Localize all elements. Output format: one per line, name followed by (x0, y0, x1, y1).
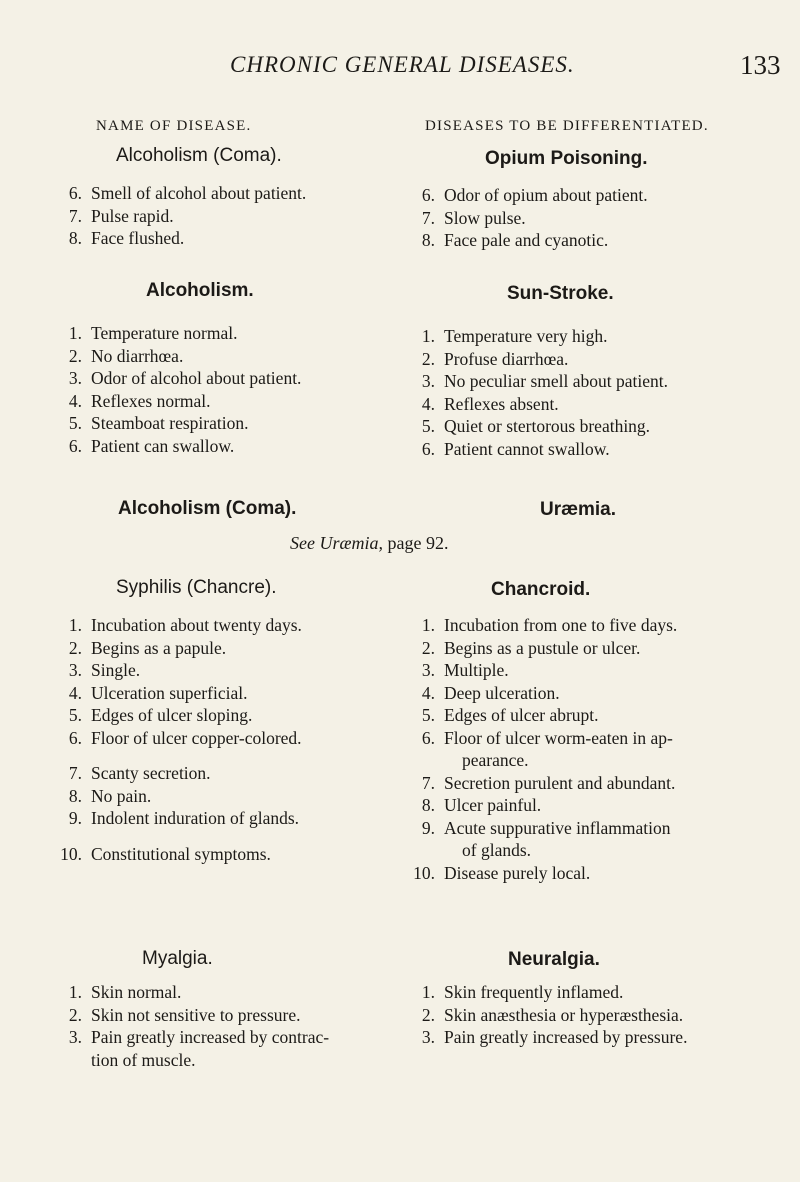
list-item: 5. Edges of ulcer sloping. (68, 705, 253, 725)
list-syphilis (60, 614, 400, 865)
note-see: See (290, 533, 315, 553)
section-title: Chancroid. (491, 579, 591, 600)
list-item: 5. Steamboat respiration. (68, 413, 249, 433)
list-item: 7. Slow pulse. (421, 207, 526, 228)
section-neuralgia (508, 947, 600, 973)
section-title: Neuralgia. (508, 949, 600, 970)
list-item: 3. Pain greatly increased by contrac- (68, 1027, 330, 1047)
page-number: 133 (740, 50, 781, 80)
section-myalgia (142, 946, 213, 972)
note-reference: Uræmia, (319, 533, 383, 553)
list-item: 4. Deep ulceration. (421, 682, 560, 703)
column-heading-right: DISEASES TO BE DIFFERENTIATED. (425, 118, 709, 134)
section-title: Syphilis (Chancre). (116, 577, 277, 598)
section-sun-stroke (507, 281, 614, 307)
list-item: 4. Reflexes absent. (421, 393, 559, 414)
list-item: 3. Multiple. (421, 660, 509, 680)
list-item: 9. Indolent induration of glands. (68, 808, 300, 828)
list-item: 1. Skin frequently inflamed. (421, 982, 624, 1002)
list-item: 4. Ulceration superficial. (68, 682, 248, 703)
list-item: 1. Incubation about twenty days. (68, 615, 302, 635)
list-item: 3. Single. (68, 660, 141, 680)
list-item: 7. Secretion purulent and abundant. (421, 772, 676, 793)
list-item: 6. Smell of alcohol about patient. (68, 183, 307, 203)
list-item: 3. No peculiar smell about patient. (421, 371, 669, 391)
section-alcoholism (146, 278, 254, 304)
section-syphilis (116, 575, 277, 601)
list-item: 4. Reflexes normal. (68, 390, 211, 411)
list-item: 8. Ulcer painful. (421, 795, 542, 815)
list-item: 6. Odor of opium about patient. (421, 185, 648, 205)
list-item: 8. No pain. (68, 785, 152, 806)
list-chancroid (413, 614, 788, 884)
list-item: 1. Temperature normal. (68, 323, 238, 343)
list-item: 2. Begins as a pustule or ulcer. (421, 637, 641, 658)
section-title: Opium Poisoning. (485, 148, 648, 169)
list-item: 1. Temperature very high. (421, 326, 608, 346)
list-item: 2. No diarrhœa. (68, 345, 184, 366)
section-opium-poisoning (485, 146, 648, 172)
section-title: Myalgia. (142, 948, 213, 969)
section-alcoholism-coma-2 (118, 496, 296, 522)
section-alcoholism-coma (116, 143, 282, 169)
list-item: 6. Floor of ulcer copper-colored. (68, 727, 302, 748)
list-item: 8. Face flushed. (68, 228, 185, 248)
list-item: 1. Incubation from one to five days. (421, 615, 678, 635)
section-title: Uræmia. (540, 499, 617, 520)
list-item: 2. Skin not sensitive to pressure. (68, 1004, 301, 1025)
section-uraemia (540, 497, 616, 523)
list-item: 6. Patient cannot swallow. (421, 438, 610, 459)
list-item: 3. Odor of alcohol about patient. (68, 368, 302, 388)
list-item: 10. Disease purely local. (413, 862, 591, 883)
list-item: 1. Skin normal. (68, 982, 182, 1002)
list-opium-poisoning (413, 184, 783, 252)
list-item: 8. Face pale and cyanotic. (421, 230, 609, 250)
list-sun-stroke (413, 325, 788, 460)
section-title: Alcoholism. (146, 280, 254, 301)
list-item: 7. Pulse rapid. (68, 205, 174, 226)
list-alcoholism (60, 322, 390, 457)
list-item: 10. Constitutional symptoms. (60, 843, 271, 864)
list-myalgia (60, 981, 405, 1071)
column-heading-left: NAME OF DISEASE. (96, 118, 252, 134)
list-item: 6. Floor of ulcer worm-eaten in ap- (421, 727, 673, 748)
section-title: Alcoholism (Coma). (118, 498, 297, 519)
list-item: 5. Quiet or stertorous breathing. (421, 416, 651, 436)
list-item: 9. Acute suppurative inflammation (421, 817, 671, 838)
list-item: 2. Profuse diarrhœa. (421, 348, 569, 369)
cross-reference-note (290, 533, 448, 554)
section-title: Alcoholism (Coma). (116, 145, 282, 166)
list-alcoholism-coma (60, 182, 390, 250)
note-page: page 92. (387, 533, 449, 553)
list-item: 6. Patient can swallow. (68, 435, 235, 456)
list-item: 5. Edges of ulcer abrupt. (421, 705, 599, 725)
list-item-continuation: pearance. (462, 750, 529, 770)
running-title: CHRONIC GENERAL DISEASES. (230, 52, 575, 77)
list-item: 2. Skin anæsthesia or hyperæsthesia. (421, 1004, 684, 1025)
list-item: 2. Begins as a papule. (68, 637, 227, 658)
list-neuralgia (413, 981, 793, 1049)
list-item: 7. Scanty secretion. (68, 763, 211, 783)
list-item: 3. Pain greatly increased by pressure. (421, 1027, 688, 1047)
list-item-continuation: tion of muscle. (91, 1049, 196, 1070)
section-title: Sun-Stroke. (507, 283, 614, 304)
list-item-continuation: of glands. (462, 840, 532, 860)
section-chancroid (491, 577, 590, 603)
